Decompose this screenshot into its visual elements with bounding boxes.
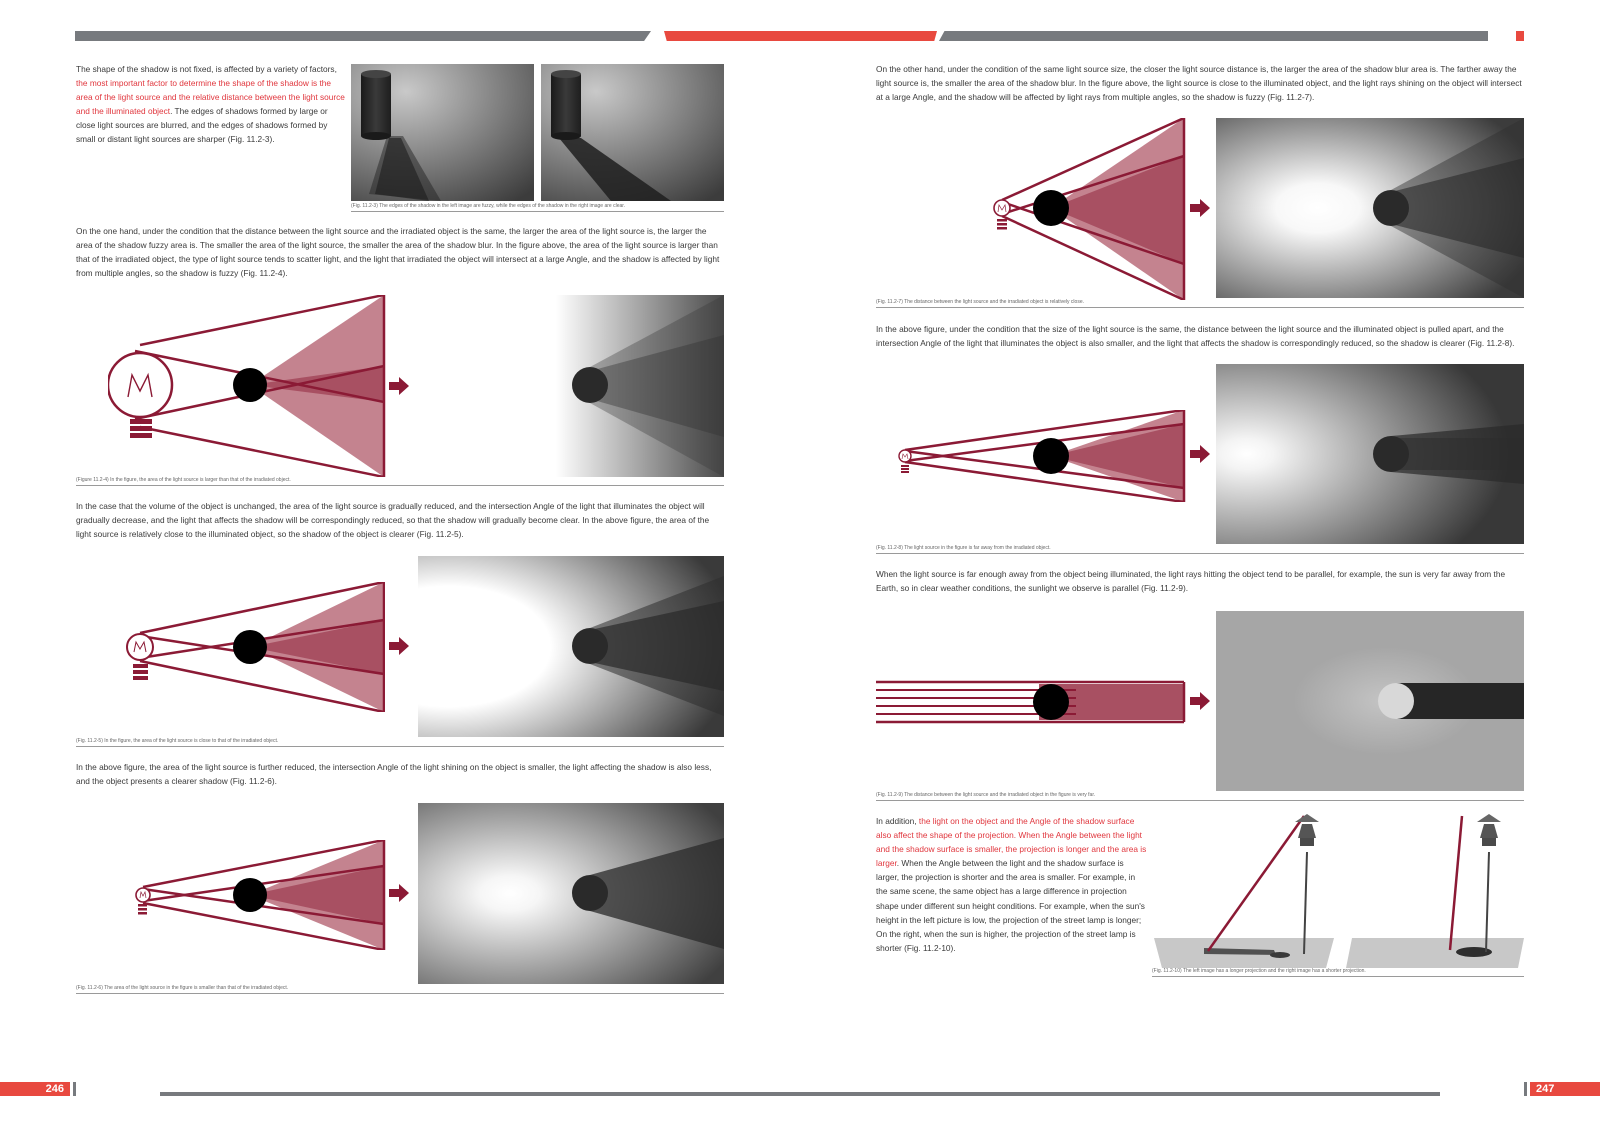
diagram-similar-light-source	[125, 582, 385, 712]
arrow-icon	[389, 637, 409, 655]
highlight-text: the light on the object and the Angle of the shadow surface also affect the shape of the projection. When the Angle between the light and the shadow surface is smaller, the projection is longer and the area is larger	[876, 816, 1147, 869]
paragraph-large-source: On the one hand, under the condition that the distance between the light source and the irradiated object is the same, the larger the area of the light source is, the larger the area of the shadow fuzzy area is. The smaller the area of the light source, the smaller the area of the shadow blur. In the figure above, the area of the light source is larger than that of the irradiated object, the type of light source tends to scatter light, and the light that irradiated the object will intersect at a large Angle, and the shadow is affected by light from multiple angles, so the shadow is fuzzy (Fig. 11.2-4).	[76, 226, 720, 279]
fuzzy-shadow-photo	[351, 64, 534, 201]
page-number-right: 247	[1530, 1082, 1600, 1096]
caption-fig-11-2-8: (Fig. 11.2-8) The light source in the figure is far away from the irradiated object.	[876, 545, 1524, 554]
diagram-parallel-light	[876, 680, 1186, 724]
short-projection-lamp-render	[1346, 812, 1524, 968]
long-projection-lamp-render	[1154, 812, 1334, 968]
diagram-large-light-source	[108, 295, 408, 477]
caption-fig-11-2-4: (Figure 11.2-4) In the figure, the area of the light source is larger than that of the irradiated object.	[76, 477, 724, 486]
arrow-icon	[1190, 692, 1210, 710]
sharp-shadow-photo	[541, 64, 724, 201]
arrow-icon	[1190, 445, 1210, 463]
page-number-left: 246	[0, 1082, 70, 1096]
paragraph-intro: The shape of the shadow is not fixed, is affected by a variety of factors, the most important factor to determine the shape of the shadow is the area of the light source and the relative distance between the light source and the illuminated object. The edges of shadows formed by large or close light sources are blurred, and the edges of shadows formed by small or distant light sources are sharper (Fig. 11.2-3).	[76, 64, 345, 145]
footer-tick-left	[73, 1082, 76, 1096]
clearer-shadow-render	[418, 803, 724, 984]
caption-fig-11-2-3: (Fig. 11.2-3) The edges of the shadow in the left image are fuzzy, while the edges of the shadow in the right image are clear.	[351, 203, 724, 212]
paragraph-further-reduced: In the above figure, the area of the light source is further reduced, the intersection Angle of the light shining on the object is smaller, the light affecting the shadow is also less, and the object presents a clearer shadow (Fig. 11.2-6).	[76, 762, 712, 787]
paragraph-parallel-light: When the light source is far enough away from the object being illuminated, the light rays hitting the object tend to be parallel, for example, the sun is very far away from the Earth, so in clear weather conditions, the sunlight we observe is parallel (Fig. 11.2-9).	[876, 569, 1506, 594]
paragraph-close-source: On the other hand, under the condition of the same light source size, the closer the light source distance is, the larger the area of the shadow blur area is. The farther away the light source is, the smaller the area of the shadow blur. In the figure above, the light source is close to the illuminated object, and the light rays shining on the object will intersect at a large Angle, and the shadow will be affected by light rays from multiple angles, so the shadow is fuzzy (Fig. 11.2-7).	[876, 64, 1522, 103]
arrow-icon	[389, 884, 409, 902]
caption-fig-11-2-7: (Fig. 11.2-7) The distance between the light source and the irradiated object is relatively close.	[876, 299, 1524, 308]
paragraph-far-source: In the above figure, under the condition that the size of the light source is the same, the distance between the light source and the illuminated object is pulled apart, and the intersection Angle of the light that illuminates the object is also smaller, and the light that affects the shadow is correspondingly reduced, so the shadow is clearer (Fig. 11.2-8).	[876, 324, 1515, 349]
close-source-render	[1216, 118, 1524, 298]
arrow-icon	[1190, 199, 1210, 217]
arrow-icon	[389, 377, 409, 395]
diagram-close-light-source	[992, 118, 1186, 300]
far-source-render	[1216, 364, 1524, 544]
header-bar-accent	[664, 31, 937, 41]
header-bar-end	[1516, 31, 1524, 41]
caption-fig-11-2-6: (Fig. 11.2-6) The area of the light source in the figure is smaller than that of the irradiated object.	[76, 985, 724, 994]
caption-fig-11-2-9: (Fig. 11.2-9) The distance between the light source and the irradiated object in the figure is very far.	[876, 792, 1524, 801]
header-bar-right	[939, 31, 1488, 41]
footer-divider	[160, 1092, 1440, 1096]
semi-clear-shadow-render	[418, 556, 724, 737]
caption-fig-11-2-10: (Fig. 11.2-10) The left image has a longer projection and the right image has a shorter projection.	[1152, 968, 1524, 977]
diagram-far-light-source	[898, 410, 1186, 502]
parallel-light-render	[1216, 611, 1524, 791]
paragraph-angle-effect: In addition, the light on the object and the Angle of the shadow surface also affect the shape of the projection. When the Angle between the light and the shadow surface is smaller, the projection is longer and the area is larger. When the Angle between the light and the shadow surface is larger, the projection is shorter and the area is smaller. For example, in the same scene, the same object has a large difference in projection shape under different sun height conditions. For example, when the sun's height in the left picture is low, the projection of the street lamp is longer; On the right, when the sun is higher, the projection of the street lamp is shorter (Fig. 11.2-10).	[876, 816, 1147, 953]
footer-tick-right	[1524, 1082, 1527, 1096]
header-bar-left	[75, 31, 651, 41]
fuzzy-shadow-render	[418, 295, 724, 477]
caption-fig-11-2-5: (Fig. 11.2-5) In the figure, the area of the light source is close to that of the irradiated object.	[76, 738, 724, 747]
paragraph-reduced-source: In the case that the volume of the object is unchanged, the area of the light source is gradually reduced, and the intersection Angle of the light that illuminates the object will gradually decrease, and the light that affects the shadow will be correspondingly reduced, so that the shadow will gradually become clear. In the above figure, the area of the light source is relatively close to the illuminated object, so the shadow of the object is clearer (Fig. 11.2-5).	[76, 501, 710, 540]
highlight-text: the most important factor to determine the shape of the shadow is the area of the light source and the relative distance between the light source and the illuminated object	[76, 78, 345, 117]
diagram-small-light-source	[134, 840, 386, 950]
